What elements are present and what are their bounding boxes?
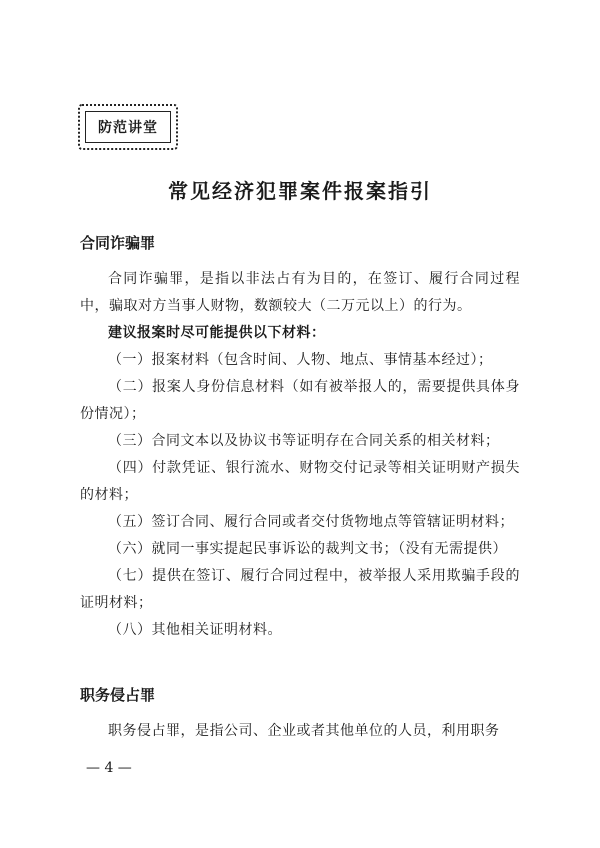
section-heading-contract-fraud: 合同诈骗罪 [80,234,156,252]
material-item: （五）签订合同、履行合同或者交付货物地点等管辖证明材料； [108,514,514,530]
material-item: （二）报案人身份信息材料（如有被举报人的，需要提供具体身份情况）； [80,379,520,422]
material-item: （一）报案材料（包含时间、人物、地点、事情基本经过）； [108,352,493,368]
material-item: （三）合同文本以及协议书等证明存在合同关系的相关材料； [108,433,500,449]
section-stamp [78,104,178,150]
section-intro-contract-fraud: 合同诈骗罪，是指以非法占有为目的，在签订、履行合同过程中，骗取对方当事人财物，数额较大（二万元以上）的行为。 [80,271,520,314]
page-title: 常见经济犯罪案件报案指引 [168,179,432,203]
section-intro-job-embezzlement: 职务侵占罪，是指公司、企业或者其他单位的人员，利用职务 [108,723,500,739]
materials-heading: 建议报案时尽可能提供以下材料： [108,325,326,341]
stamp-label: 防范讲堂 [85,111,171,143]
material-item: （八）其他相关证明材料。 [108,622,282,638]
page-number: — 4 — [86,760,132,776]
material-item: （六）就同一事实提起民事诉讼的裁判文书；（没有无需提供） [108,541,507,557]
material-item: （四）付款凭证、银行流水、财物交付记录等相关证明财产损失的材料； [80,460,520,503]
section-heading-job-embezzlement: 职务侵占罪 [80,686,156,704]
material-item: （七）提供在签订、履行合同过程中，被举报人采用欺骗手段的证明材料； [80,568,520,611]
